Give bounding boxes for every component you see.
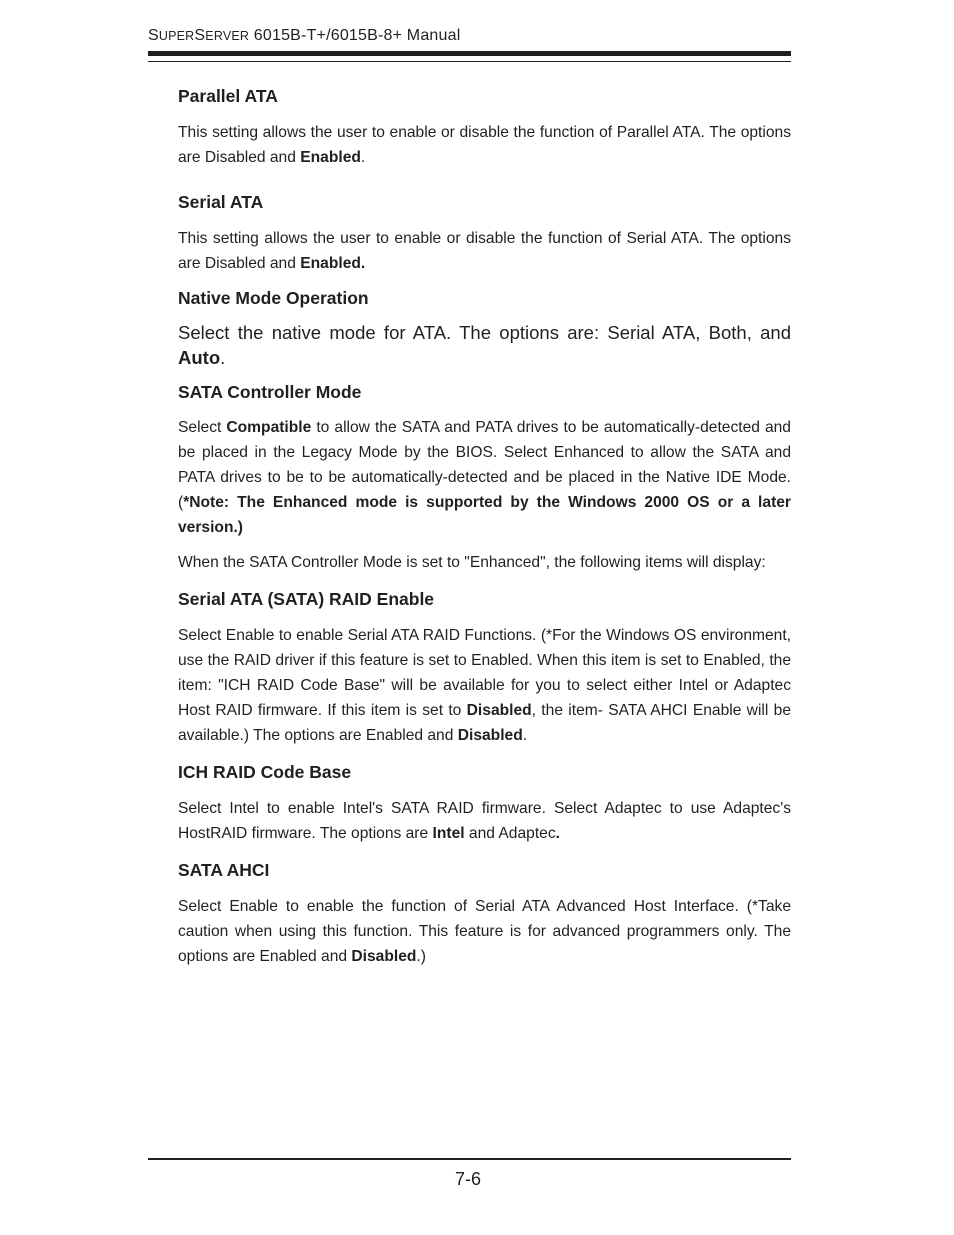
section-heading: SATA AHCI <box>178 860 270 880</box>
section-sata-controller <box>178 380 791 575</box>
section-paragraph: Select Compatible to allow the SATA and PATA drives to be automatically-detected and be placed in the Legacy Mode by the BIOS. Select Enhanced to allow the SATA and PATA drives to be to be automatically-detected and be placed in the Native IDE Mode. (*Note: The Enhanced mode is supported by the Windows 2000 OS or a later version.) <box>178 419 791 536</box>
section-heading: Serial ATA (SATA) RAID Enable <box>178 589 435 609</box>
section-raid-enable <box>178 587 791 748</box>
section-sata-ahci <box>178 858 791 969</box>
page-content <box>178 84 791 969</box>
section-ich-raid <box>178 760 791 846</box>
section-heading: ICH RAID Code Base <box>178 762 352 782</box>
section-heading: Serial ATA <box>178 192 264 212</box>
section-paragraph: This setting allows the user to enable or disable the function of Parallel ATA. The options are Disabled and Enabled. <box>178 124 791 166</box>
section-parallel-ata <box>178 84 791 170</box>
header-title: SUPERSERVER 6015B-T+/6015B-8+ Manual <box>148 27 461 44</box>
header-rule-thin <box>148 61 791 62</box>
section-heading: SATA Controller Mode <box>178 382 362 402</box>
section-paragraph: Select Enable to enable Serial ATA RAID Functions. (*For the Windows OS environment, use the RAID driver if this feature is set to Enabled. When this item is set to Enabled, the item: "ICH RAID Code Base" will be available for you to select either Intel or Adaptec Host RAID firmware. If this item is set to Disabled, the item- SATA AHCI Enable will be available.) The options are Enabled and Disabled. <box>178 627 791 744</box>
footer-rule <box>148 1158 791 1160</box>
section-paragraph-2: When the SATA Controller Mode is set to "Enhanced", the following items will display: <box>178 554 766 571</box>
section-paragraph: This setting allows the user to enable or disable the function of Serial ATA. The options are Disabled and Enabled. <box>178 230 791 272</box>
section-paragraph: Select Intel to enable Intel's SATA RAID firmware. Select Adaptec to use Adaptec's HostRAID firmware. The options are Intel and Adaptec. <box>178 800 791 842</box>
section-paragraph: Select the native mode for ATA. The options are: Serial ATA, Both, and Auto. <box>178 322 791 368</box>
section-serial-ata <box>178 190 791 276</box>
section-heading: Native Mode Operation <box>178 288 369 308</box>
page-number: 7-6 <box>455 1169 482 1189</box>
header-rule-thick <box>148 51 791 56</box>
section-heading: Parallel ATA <box>178 86 278 106</box>
section-native-mode <box>178 286 791 370</box>
section-paragraph: Select Enable to enable the function of Serial ATA Advanced Host Interface. (*Take caution when using this function. This feature is for advanced programmers only. The options are Enabled and Disabled.) <box>178 898 791 965</box>
